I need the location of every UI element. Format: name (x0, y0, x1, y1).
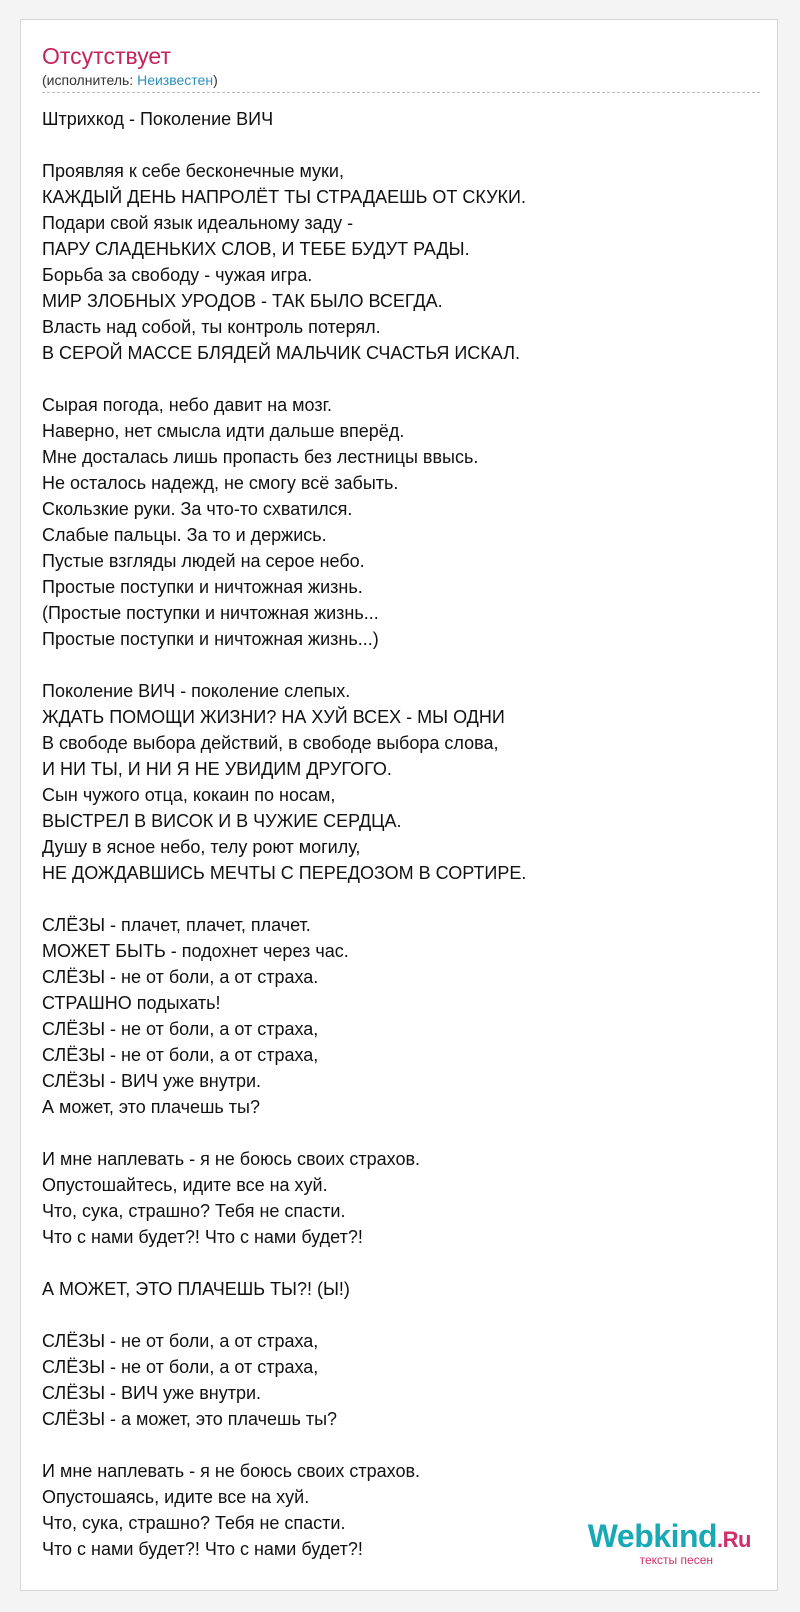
stanza-break (42, 132, 762, 158)
lyric-line: Подари свой язык идеальному заду - (42, 213, 354, 233)
lyric-line: Слабые пальцы. За то и держись. (42, 525, 327, 545)
lyric-line: ЖДАТЬ ПОМОЩИ ЖИЗНИ? НА ХУЙ ВСЕХ - МЫ ОДНИ (42, 707, 505, 727)
lyric-line: И мне наплевать - я не боюсь своих страхов. (42, 1149, 421, 1169)
lyric-line: Что с нами будет?! Что с нами будет?! (42, 1227, 363, 1247)
lyric-line: Наверно, нет смысла идти дальше вперёд. (42, 421, 405, 441)
lyric-line: Сын чужого отца, кокаин по носам, (42, 785, 336, 805)
site-logo[interactable] (588, 1519, 751, 1566)
lyric-line: СЛЁЗЫ - не от боли, а от страха, (42, 1357, 319, 1377)
lyric-line: СТРАШНО подыхать! (42, 993, 221, 1013)
logo-wordmark: Webkind (587, 1518, 718, 1554)
lyric-line: Душу в ясное небо, телу роют могилу, (42, 837, 361, 857)
lyric-line: ПАРУ СЛАДЕНЬКИХ СЛОВ, И ТЕБЕ БУДУТ РАДЫ. (42, 239, 470, 259)
lyric-line: МИР ЗЛОБНЫХ УРОДОВ - ТАК БЫЛО ВСЕГДА. (42, 291, 443, 311)
stanza-break (42, 652, 762, 678)
lyric-line: Опустошаясь, идите все на хуй. (42, 1487, 310, 1507)
stanza-break (42, 366, 762, 392)
lyric-line: Не осталось надежд, не смогу всё забыть. (42, 473, 399, 493)
lyric-line: ВЫСТРЕЛ В ВИСОК И В ЧУЖИЕ СЕРДЦА. (42, 811, 402, 831)
lyric-line: Поколение ВИЧ - поколение слепых. (42, 681, 351, 701)
song-title: Отсутствует (42, 43, 171, 69)
lyric-line: Пустые взгляды людей на серое небо. (42, 551, 365, 571)
header-divider (42, 92, 760, 93)
lyric-line: Сырая погода, небо давит на мозг. (42, 395, 332, 415)
logo-tagline: тексты песен (639, 1553, 713, 1567)
lyric-line: (Простые поступки и ничтожная жизнь... (42, 603, 379, 623)
lyric-line: И НИ ТЫ, И НИ Я НЕ УВИДИМ ДРУГОГО. (42, 759, 392, 779)
lyric-line: Простые поступки и ничтожная жизнь. (42, 577, 363, 597)
lyric-line: СЛЁЗЫ - плачет, плачет, плачет. (42, 915, 311, 935)
lyrics-card (20, 19, 778, 1591)
lyric-line: Что, сука, страшно? Тебя не спасти. (42, 1513, 346, 1533)
artist-prefix: (исполнитель: (42, 72, 138, 88)
lyric-line: НЕ ДОЖДАВШИСЬ МЕЧТЫ С ПЕРЕДОЗОМ В СОРТИРЕ. (42, 863, 527, 883)
lyric-line: СЛЁЗЫ - не от боли, а от страха, (42, 1045, 319, 1065)
lyric-line: СЛЁЗЫ - не от боли, а от страха, (42, 1019, 319, 1039)
lyric-line: И мне наплевать - я не боюсь своих страхов. (42, 1461, 421, 1481)
lyric-line: Опустошайтесь, идите все на хуй. (42, 1175, 328, 1195)
lyric-line: МОЖЕТ БЫТЬ - подохнет через час. (42, 941, 349, 961)
lyric-line: Что, сука, страшно? Тебя не спасти. (42, 1201, 346, 1221)
stanza-break (42, 1302, 762, 1328)
lyric-line: СЛЁЗЫ - а может, это плачешь ты? (42, 1409, 338, 1429)
lyric-line: Борьба за свободу - чужая игра. (42, 265, 313, 285)
lyrics-text (42, 106, 762, 1562)
artist-line (42, 71, 218, 89)
lyric-line: В свободе выбора действий, в свободе выбора слова, (42, 733, 499, 753)
artist-link[interactable]: Неизвестен (137, 72, 214, 88)
lyric-line: КАЖДЫЙ ДЕНЬ НАПРОЛЁТ ТЫ СТРАДАЕШЬ ОТ СКУКИ. (42, 187, 526, 207)
lyric-line: Простые поступки и ничтожная жизнь...) (42, 629, 379, 649)
lyric-line: СЛЁЗЫ - не от боли, а от страха. (42, 967, 319, 987)
lyric-line: СЛЁЗЫ - ВИЧ уже внутри. (42, 1071, 262, 1091)
lyric-line: В СЕРОЙ МАССЕ БЛЯДЕЙ МАЛЬЧИК СЧАСТЬЯ ИСКАЛ. (42, 343, 521, 363)
artist-suffix: ) (213, 72, 218, 88)
lyric-line: Проявляя к себе бесконечные муки, (42, 161, 344, 181)
stanza-break (42, 1432, 762, 1458)
stanza-break (42, 1120, 762, 1146)
stanza-break (42, 1250, 762, 1276)
lyric-line: Скользкие руки. За что-то схватился. (42, 499, 353, 519)
lyric-line: А может, это плачешь ты? (42, 1097, 261, 1117)
lyric-line: СЛЁЗЫ - не от боли, а от страха, (42, 1331, 319, 1351)
logo-tld: .Ru (717, 1527, 751, 1552)
lyric-line: Власть над собой, ты контроль потерял. (42, 317, 381, 337)
lyric-line: А МОЖЕТ, ЭТО ПЛАЧЕШЬ ТЫ?! (Ы!) (42, 1279, 350, 1299)
lyric-line: Что с нами будет?! Что с нами будет?! (42, 1539, 363, 1559)
lyric-line: Мне досталась лишь пропасть без лестницы ввысь. (42, 447, 479, 467)
stanza-break (42, 886, 762, 912)
lyric-line: Штрихкод - Поколение ВИЧ (42, 109, 274, 129)
lyric-line: СЛЁЗЫ - ВИЧ уже внутри. (42, 1383, 262, 1403)
